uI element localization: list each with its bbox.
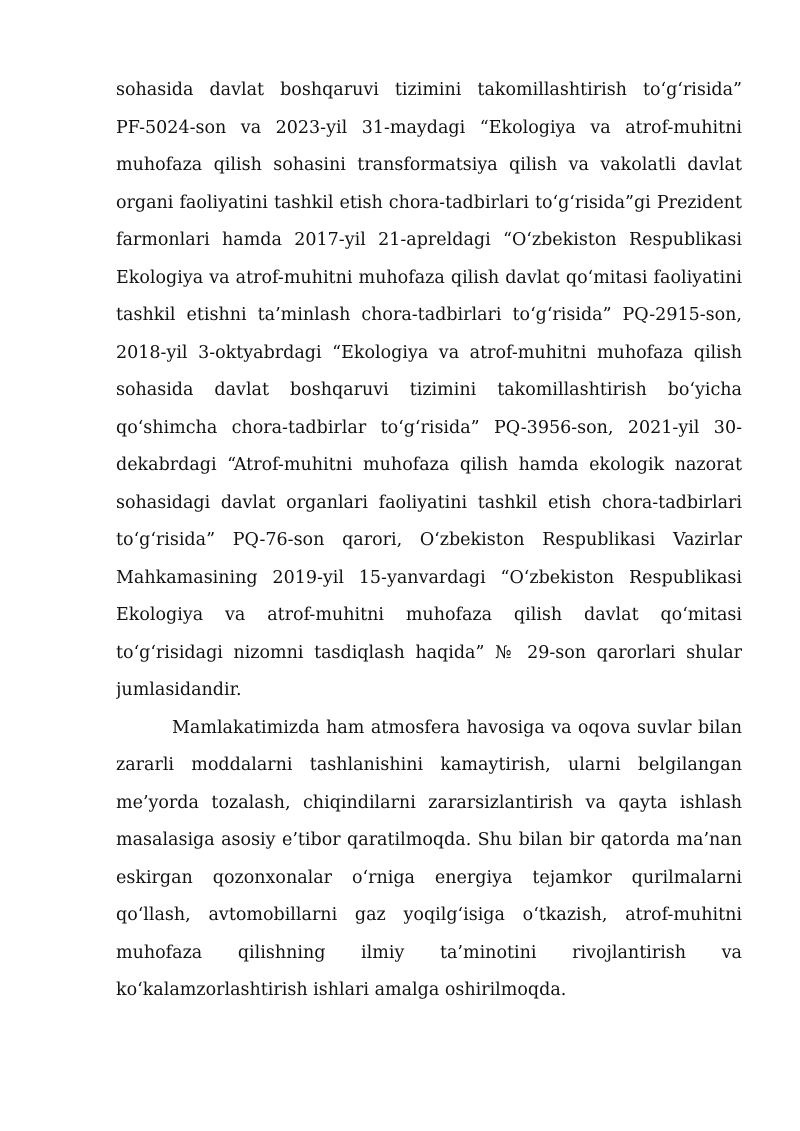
text-line: to‘g‘risida” PQ-76-son qarori, O‘zbekiston Respublikasi Vazirlar (116, 530, 742, 550)
text-line: Mahkamasining 2019-yil 15-yanvardagi “O‘zbekiston Respublikasi (116, 567, 742, 588)
text-line: qo‘llash, avtomobillarni gaz yoqilg‘isiga o‘tkazish, atrof-muhitni (116, 905, 742, 925)
text-line: masalasiga asosiy e’tibor qaratilmoqda. Shu bilan bir qatorda ma’nan (116, 830, 742, 850)
text-line: zararli moddalarni tashlanishini kamaytirish, ularni belgilangan (116, 755, 742, 775)
text-line: Mamlakatimizda ham atmosfera havosiga va oqova suvlar bilan (172, 717, 742, 738)
text-line: qo‘shimcha chora-tadbirlar to‘g‘risida” PQ-3956-son, 2021-yil 30- (116, 417, 742, 438)
text-line: eskirgan qozonxonalar o‘rniga energiya tejamkor qurilmalarni (116, 867, 742, 888)
paragraph-environmental-measures (116, 710, 742, 1010)
document-page (116, 72, 742, 1010)
text-line: farmonlari hamda 2017-yil 21-apreldagi “O‘zbekiston Respublikasi (116, 230, 742, 250)
text-line: to‘g‘risidagi nizomni tasdiqlash haqida” № 29-son qarorlari shular (116, 642, 742, 663)
text-line: muhofaza qilish sohasini transformatsiya qilish va vakolatli davlat (116, 155, 742, 175)
text-line: Ekologiya va atrof-muhitni muhofaza qilish davlat qo‘mitasi faoliyatini (116, 267, 742, 288)
text-line: sohasida davlat boshqaruvi tizimini takomillashtirish to‘g‘risida” (116, 80, 742, 100)
text-line: Ekologiya va atrof-muhitni muhofaza qilish davlat qo‘mitasi (116, 605, 742, 625)
text-line: jumlasidandir. (116, 680, 242, 700)
text-line: organi faoliyatini tashkil etish chora-tadbirlari to‘g‘risida”gi Prezident (116, 192, 742, 213)
text-line: muhofaza qilishning ilmiy ta’minotini rivojlantirish va (116, 942, 742, 963)
text-line: ko‘kalamzorlashtirish ishlari amalga oshirilmoqda. (116, 980, 567, 1000)
text-line: PF-5024-son va 2023-yil 31-maydagi “Ekologiya va atrof-muhitni (116, 117, 742, 138)
text-line: dekabrdagi “Atrof-muhitni muhofaza qilish hamda ekologik nazorat (116, 455, 742, 475)
text-line: 2018-yil 3-oktyabrdagi “Ekologiya va atrof-muhitni muhofaza qilish (116, 342, 742, 363)
paragraph-legal-references (116, 72, 742, 710)
text-line: me’yorda tozalash, chiqindilarni zararsizlantirish va qayta ishlash (116, 792, 742, 813)
text-line: tashkil etishni ta’minlash chora-tadbirlari to‘g‘risida” PQ-2915-son, (116, 305, 742, 325)
text-line: sohasidagi davlat organlari faoliyatini tashkil etish chora-tadbirlari (116, 492, 742, 513)
text-line: sohasida davlat boshqaruvi tizimini takomillashtirish bo‘yicha (116, 380, 742, 400)
